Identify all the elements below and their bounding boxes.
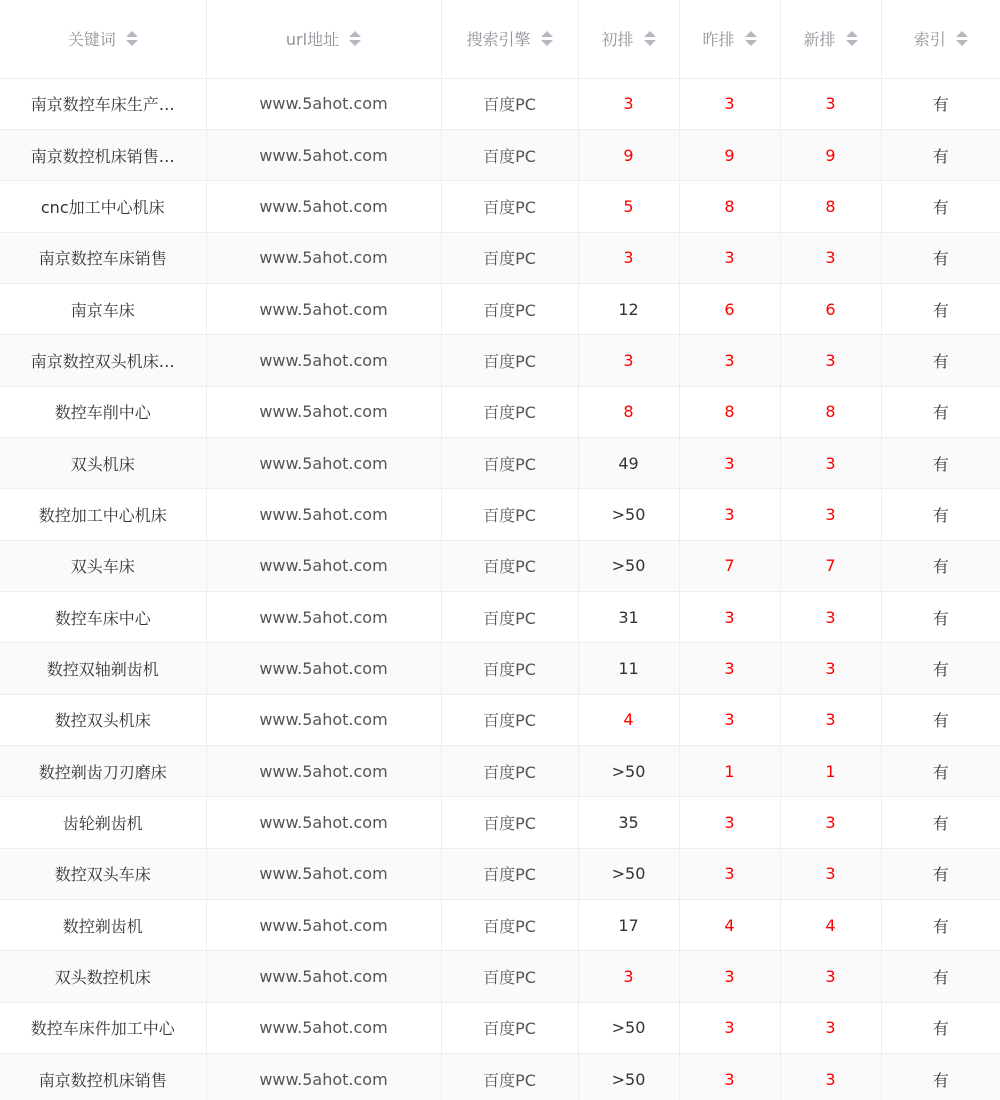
cell-current: 4 [780, 900, 881, 951]
cell-yesterday: 9 [679, 129, 780, 180]
table-body [0, 78, 1000, 1100]
cell-initial: 31 [578, 591, 679, 642]
cell-indexed: 有 [881, 386, 1000, 437]
column-header-initial[interactable] [578, 0, 679, 78]
column-label: 昨排 [702, 30, 735, 50]
cell-indexed: 有 [881, 283, 1000, 334]
cell-engine: 百度PC [441, 951, 578, 1002]
table-row [0, 78, 1000, 129]
table-row [0, 386, 1000, 437]
cell-url: www.5ahot.com [206, 1002, 441, 1053]
table-row [0, 181, 1000, 232]
cell-keyword: cnc加工中心机床 [0, 181, 206, 232]
column-header-url[interactable] [206, 0, 441, 78]
cell-current: 7 [780, 540, 881, 591]
cell-engine: 百度PC [441, 232, 578, 283]
cell-url: www.5ahot.com [206, 694, 441, 745]
table-row [0, 232, 1000, 283]
cell-url: www.5ahot.com [206, 489, 441, 540]
table-row [0, 643, 1000, 694]
sort-caret-icon[interactable] [126, 31, 138, 46]
cell-indexed: 有 [881, 335, 1000, 386]
cell-current: 1 [780, 745, 881, 796]
cell-current: 3 [780, 489, 881, 540]
table-row [0, 1054, 1000, 1100]
cell-url: www.5ahot.com [206, 78, 441, 129]
sort-caret-icon[interactable] [644, 31, 656, 46]
cell-initial: 17 [578, 900, 679, 951]
cell-url: www.5ahot.com [206, 181, 441, 232]
cell-keyword: 南京数控机床销售 [0, 1054, 206, 1100]
cell-engine: 百度PC [441, 797, 578, 848]
cell-current: 6 [780, 283, 881, 334]
cell-engine: 百度PC [441, 78, 578, 129]
cell-current: 3 [780, 797, 881, 848]
cell-url: www.5ahot.com [206, 386, 441, 437]
column-label: 搜索引擎 [466, 30, 531, 50]
cell-keyword: 双头车床 [0, 540, 206, 591]
cell-current: 3 [780, 78, 881, 129]
cell-indexed: 有 [881, 797, 1000, 848]
cell-current: 9 [780, 129, 881, 180]
table-row [0, 900, 1000, 951]
table-row [0, 848, 1000, 899]
column-header-keyword[interactable] [0, 0, 206, 78]
cell-url: www.5ahot.com [206, 591, 441, 642]
cell-keyword: 数控车床件加工中心 [0, 1002, 206, 1053]
cell-initial: >50 [578, 745, 679, 796]
cell-url: www.5ahot.com [206, 900, 441, 951]
header-row [0, 0, 1000, 78]
cell-initial: 12 [578, 283, 679, 334]
cell-current: 3 [780, 1002, 881, 1053]
cell-indexed: 有 [881, 540, 1000, 591]
column-label: 关键词 [67, 30, 116, 50]
cell-url: www.5ahot.com [206, 437, 441, 488]
cell-initial: 5 [578, 181, 679, 232]
table-row [0, 694, 1000, 745]
cell-current: 8 [780, 181, 881, 232]
cell-indexed: 有 [881, 951, 1000, 1002]
cell-engine: 百度PC [441, 540, 578, 591]
cell-indexed: 有 [881, 232, 1000, 283]
cell-initial: >50 [578, 540, 679, 591]
cell-keyword: 数控车床中心 [0, 591, 206, 642]
cell-initial: >50 [578, 1054, 679, 1100]
cell-engine: 百度PC [441, 848, 578, 899]
cell-engine: 百度PC [441, 745, 578, 796]
cell-initial: 9 [578, 129, 679, 180]
cell-indexed: 有 [881, 900, 1000, 951]
table-row [0, 745, 1000, 796]
table-row [0, 283, 1000, 334]
cell-yesterday: 6 [679, 283, 780, 334]
cell-keyword: 数控车削中心 [0, 386, 206, 437]
cell-engine: 百度PC [441, 335, 578, 386]
sort-caret-icon[interactable] [745, 31, 757, 46]
cell-indexed: 有 [881, 437, 1000, 488]
column-header-indexed[interactable] [881, 0, 1000, 78]
table-row [0, 437, 1000, 488]
cell-yesterday: 3 [679, 335, 780, 386]
cell-yesterday: 3 [679, 951, 780, 1002]
cell-yesterday: 3 [679, 78, 780, 129]
table-header [0, 0, 1000, 78]
cell-yesterday: 8 [679, 181, 780, 232]
cell-keyword: 双头数控机床 [0, 951, 206, 1002]
cell-initial: 35 [578, 797, 679, 848]
cell-initial: >50 [578, 489, 679, 540]
column-label: 初排 [601, 30, 634, 50]
cell-indexed: 有 [881, 1002, 1000, 1053]
sort-caret-icon[interactable] [541, 31, 553, 46]
cell-keyword: 数控双头机床 [0, 694, 206, 745]
cell-current: 3 [780, 437, 881, 488]
cell-yesterday: 4 [679, 900, 780, 951]
cell-keyword: 南京数控车床销售 [0, 232, 206, 283]
cell-keyword: 双头机床 [0, 437, 206, 488]
cell-url: www.5ahot.com [206, 951, 441, 1002]
cell-initial: 11 [578, 643, 679, 694]
column-label: 新排 [803, 30, 836, 50]
cell-indexed: 有 [881, 78, 1000, 129]
cell-current: 3 [780, 643, 881, 694]
cell-yesterday: 3 [679, 1002, 780, 1053]
table-row [0, 489, 1000, 540]
cell-url: www.5ahot.com [206, 745, 441, 796]
cell-engine: 百度PC [441, 1002, 578, 1053]
cell-yesterday: 3 [679, 232, 780, 283]
cell-yesterday: 1 [679, 745, 780, 796]
cell-yesterday: 3 [679, 489, 780, 540]
cell-initial: >50 [578, 1002, 679, 1053]
cell-url: www.5ahot.com [206, 129, 441, 180]
cell-keyword: 数控加工中心机床 [0, 489, 206, 540]
cell-keyword: 南京数控车床生产… [0, 78, 206, 129]
cell-initial: 49 [578, 437, 679, 488]
table-row [0, 129, 1000, 180]
cell-yesterday: 3 [679, 694, 780, 745]
cell-indexed: 有 [881, 1054, 1000, 1100]
cell-keyword: 数控双轴剃齿机 [0, 643, 206, 694]
cell-indexed: 有 [881, 745, 1000, 796]
cell-current: 3 [780, 1054, 881, 1100]
column-header-yesterday[interactable] [679, 0, 780, 78]
cell-yesterday: 3 [679, 591, 780, 642]
cell-current: 3 [780, 591, 881, 642]
cell-yesterday: 7 [679, 540, 780, 591]
cell-indexed: 有 [881, 181, 1000, 232]
cell-initial: 8 [578, 386, 679, 437]
cell-engine: 百度PC [441, 489, 578, 540]
column-label: 索引 [913, 30, 946, 50]
cell-engine: 百度PC [441, 643, 578, 694]
cell-keyword: 南京车床 [0, 283, 206, 334]
cell-indexed: 有 [881, 643, 1000, 694]
cell-indexed: 有 [881, 591, 1000, 642]
cell-engine: 百度PC [441, 694, 578, 745]
cell-keyword: 南京数控双头机床… [0, 335, 206, 386]
cell-engine: 百度PC [441, 129, 578, 180]
cell-current: 3 [780, 951, 881, 1002]
cell-initial: 3 [578, 951, 679, 1002]
cell-url: www.5ahot.com [206, 797, 441, 848]
cell-engine: 百度PC [441, 591, 578, 642]
cell-initial: 3 [578, 78, 679, 129]
cell-engine: 百度PC [441, 181, 578, 232]
cell-engine: 百度PC [441, 386, 578, 437]
cell-url: www.5ahot.com [206, 1054, 441, 1100]
cell-keyword: 数控剃齿刀刃磨床 [0, 745, 206, 796]
sort-caret-icon[interactable] [846, 31, 858, 46]
cell-yesterday: 3 [679, 848, 780, 899]
cell-url: www.5ahot.com [206, 643, 441, 694]
cell-indexed: 有 [881, 489, 1000, 540]
sort-caret-icon[interactable] [349, 31, 361, 46]
cell-url: www.5ahot.com [206, 232, 441, 283]
cell-engine: 百度PC [441, 437, 578, 488]
cell-keyword: 齿轮剃齿机 [0, 797, 206, 848]
cell-initial: 3 [578, 232, 679, 283]
table-row [0, 1002, 1000, 1053]
cell-yesterday: 3 [679, 437, 780, 488]
cell-current: 8 [780, 386, 881, 437]
column-header-engine[interactable] [441, 0, 578, 78]
cell-indexed: 有 [881, 129, 1000, 180]
cell-indexed: 有 [881, 848, 1000, 899]
cell-yesterday: 3 [679, 643, 780, 694]
cell-keyword: 数控剃齿机 [0, 900, 206, 951]
cell-engine: 百度PC [441, 1054, 578, 1100]
table-row [0, 335, 1000, 386]
table-row [0, 797, 1000, 848]
cell-current: 3 [780, 848, 881, 899]
cell-current: 3 [780, 335, 881, 386]
column-label: url地址 [285, 30, 340, 50]
cell-url: www.5ahot.com [206, 848, 441, 899]
cell-url: www.5ahot.com [206, 283, 441, 334]
cell-keyword: 数控双头车床 [0, 848, 206, 899]
cell-engine: 百度PC [441, 283, 578, 334]
cell-initial: 3 [578, 335, 679, 386]
column-header-current[interactable] [780, 0, 881, 78]
cell-indexed: 有 [881, 694, 1000, 745]
sort-caret-icon[interactable] [956, 31, 968, 46]
cell-initial: >50 [578, 848, 679, 899]
cell-url: www.5ahot.com [206, 540, 441, 591]
cell-yesterday: 3 [679, 797, 780, 848]
cell-keyword: 南京数控机床销售… [0, 129, 206, 180]
table-row [0, 591, 1000, 642]
cell-yesterday: 3 [679, 1054, 780, 1100]
cell-url: www.5ahot.com [206, 335, 441, 386]
cell-yesterday: 8 [679, 386, 780, 437]
table-row [0, 540, 1000, 591]
cell-current: 3 [780, 232, 881, 283]
cell-engine: 百度PC [441, 900, 578, 951]
table-row [0, 951, 1000, 1002]
cell-current: 3 [780, 694, 881, 745]
cell-initial: 4 [578, 694, 679, 745]
